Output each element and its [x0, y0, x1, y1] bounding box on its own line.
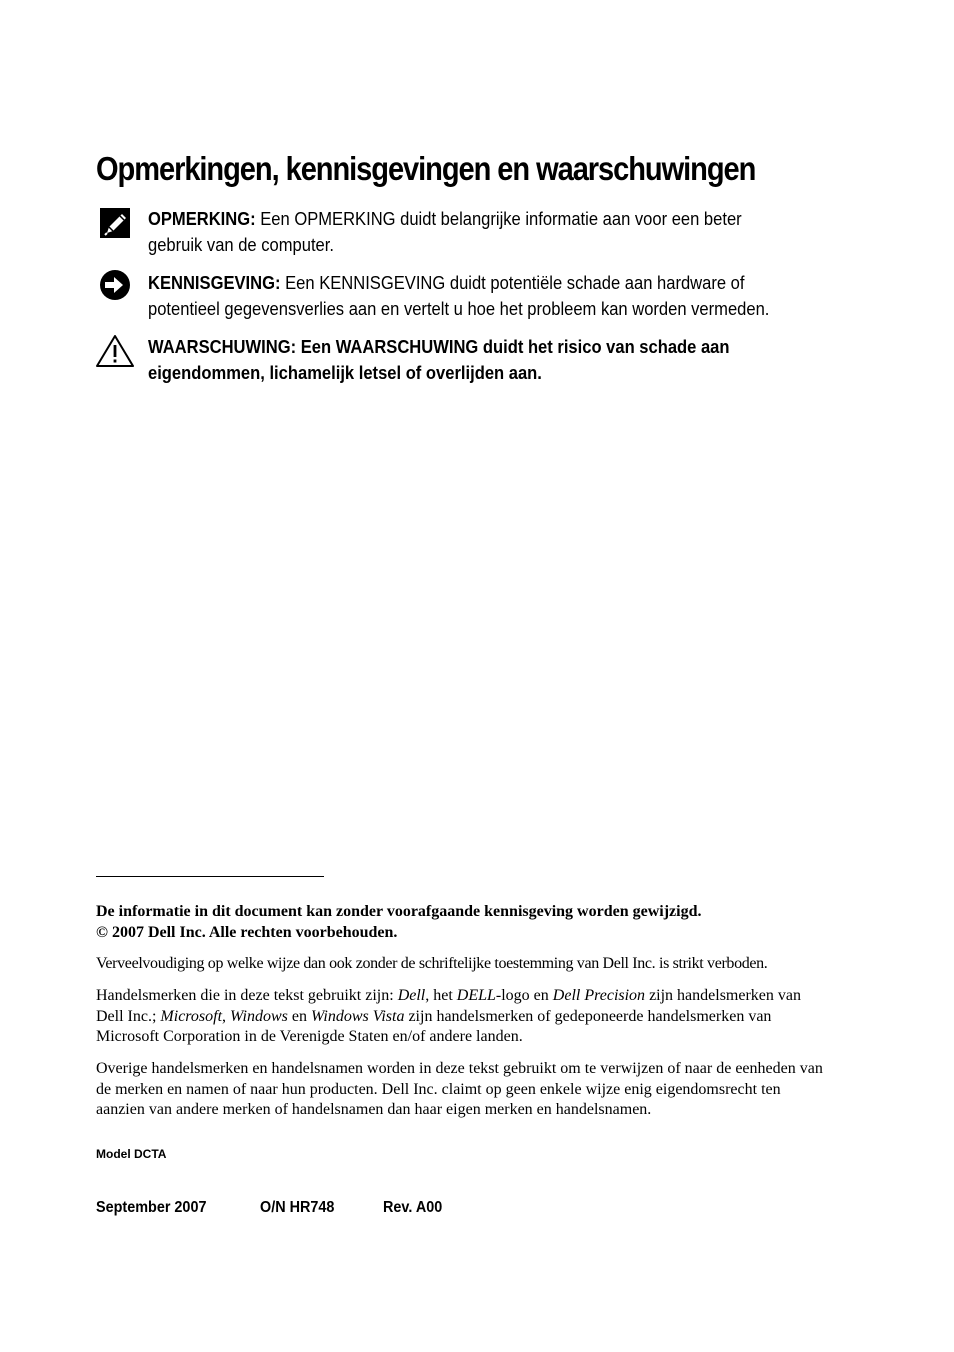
reproduction-notice: Verveelvoudiging op welke wijze dan ook zonder de schriftelijke toestemming van Dell Inc. is strikt verboden.	[96, 955, 768, 972]
tm-windows-vista: Windows Vista	[310, 1007, 405, 1025]
tm-text: en	[287, 1007, 311, 1025]
divider	[96, 876, 324, 877]
trademarks-paragraph	[96, 986, 831, 1048]
note-body: Een OPMERKING duidt belangrijke informatie aan voor een beter gebruik van de computer.	[148, 209, 742, 255]
footer-revision: Rev. A00	[383, 1199, 443, 1216]
legal-header	[96, 902, 831, 943]
pencil-note-icon	[96, 206, 132, 242]
copyright: © 2007 Dell Inc. Alle rechten voorbehouden.	[96, 923, 398, 941]
notice-body: Een KENNISGEVING duidt potentiële schade aan hardware of potentieel gegevensverlies aan en vertelt u hoe het probleem kan worden vermeden.	[148, 273, 770, 319]
other-trademarks-paragraph: Overige handelsmerken en handelsnamen worden in deze tekst gebruikt om te verwijzen of naar de eenheden van de merken en namen of naar hun producten. Dell Inc. claimt op geen enkele wijze enig eigendomsrecht ten aanzien van andere merken of handelsnamen dan haar eigen merken en handelsnamen.	[96, 1060, 823, 1118]
tm-text: Handelsmerken die in deze tekst gebruikt zijn:	[96, 987, 398, 1004]
tm-microsoft: Microsoft	[160, 1007, 223, 1025]
tm-text: , het	[425, 987, 457, 1004]
footer-part-number: O/N HR748	[260, 1199, 335, 1216]
tm-text: ,	[222, 1007, 231, 1025]
warning-label: WAARSCHUWING:	[148, 337, 297, 357]
legal-change-notice: De informatie in dit document kan zonder voorafgaande kennisgeving worden gewijzigd.	[96, 903, 702, 920]
tm-windows: Windows	[230, 1007, 288, 1025]
arrow-notice-icon	[96, 270, 132, 306]
tm-dell-precision: Dell Precision	[552, 987, 646, 1004]
note-text	[148, 206, 792, 258]
notice-label: KENNISGEVING:	[148, 273, 281, 293]
footer-date: September 2007	[96, 1199, 207, 1216]
notice-text	[148, 270, 792, 322]
tm-text: zijn handelsmerken van Dell Inc.;	[96, 987, 802, 1025]
note-label: OPMERKING:	[148, 209, 256, 229]
warning-body: Een WAARSCHUWING duidt het risico van schade aan eigendommen, lichamelijk letsel of overlijden aan.	[148, 337, 730, 383]
tm-dell: Dell	[397, 987, 426, 1004]
page-title: Opmerkingen, kennisgevingen en waarschuwingen	[96, 150, 756, 187]
warning-text	[148, 334, 792, 386]
tm-text: zijn handelsmerken of gedeponeerde handelsmerken van Microsoft Corporation in de Verenigde Staten en/of andere landen.	[96, 1007, 772, 1045]
warning-triangle-icon	[96, 334, 132, 370]
tm-dell-logo: DELL	[456, 987, 496, 1004]
tm-text: -logo en	[495, 987, 553, 1004]
model-number: Model DCTA	[96, 1147, 167, 1161]
